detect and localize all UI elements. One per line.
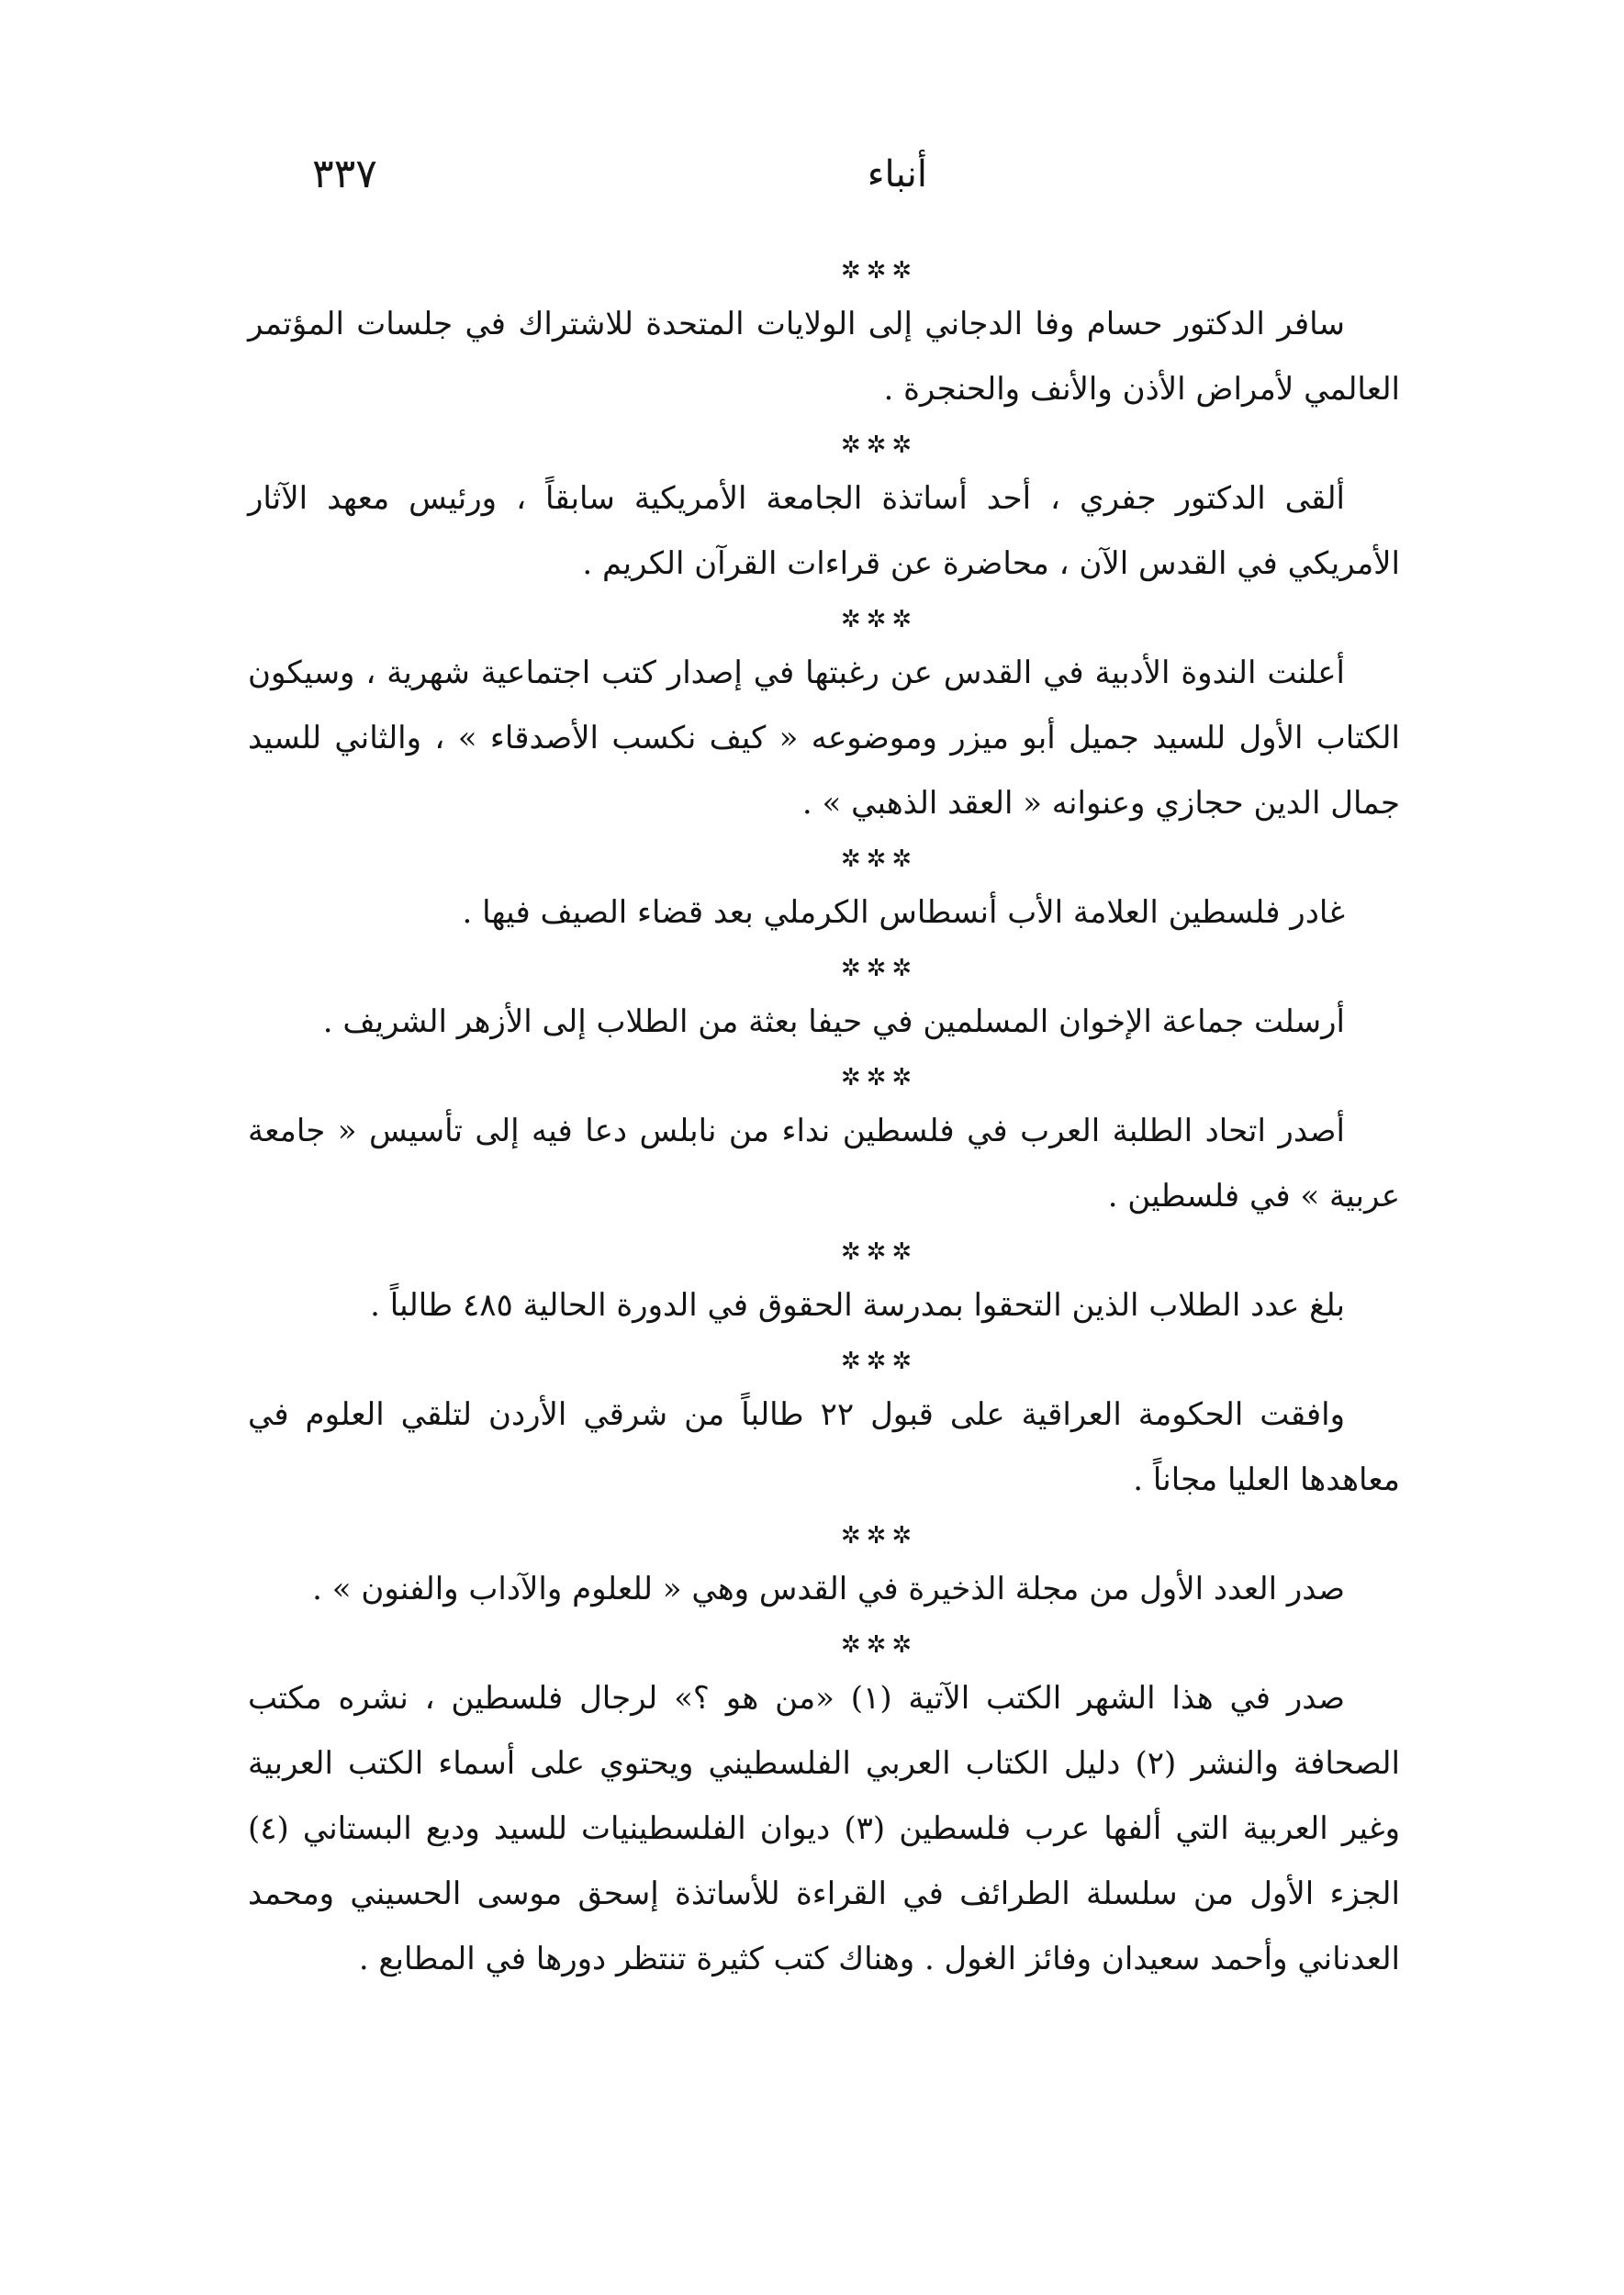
section-separator: ✲✲✲	[840, 955, 918, 982]
news-paragraph: أرسلت جماعة الإخوان المسلمين في حيفا بعثة من الطلاب إلى الأزهر الشريف .	[322, 1003, 1345, 1040]
news-item	[248, 1520, 1400, 1622]
news-paragraph: بلغ عدد الطلاب الذين التحقوا بمدرسة الحقوق في الدورة الحالية ٤٨٥ طالباً .	[370, 1287, 1345, 1324]
news-paragraph: أصدر اتحاد الطلبة العرب في فلسطين نداء من نابلس دعا فيه إلى تأسيس « جامعة عربية » في فلسطين .	[248, 1113, 1400, 1215]
running-title: أنباء	[867, 153, 927, 196]
news-item	[248, 953, 1400, 1055]
news-paragraph: سافر الدكتور حسام وفا الدجاني إلى الولايات المتحدة للاشتراك في جلسات المؤتمر العالمي لأمراض الأذن والأنف والحنجرة .	[248, 306, 1400, 408]
news-item	[248, 844, 1400, 946]
section-separator: ✲✲✲	[840, 606, 918, 633]
news-paragraph: ألقى الدكتور جفري ، أحد أساتذة الجامعة الأمريكية سابقاً ، ورئيس معهد الآثار الأمريكي في القدس الآن ، محاضرة عن قراءات القرآن الكريم .	[248, 480, 1400, 582]
section-separator: ✲✲✲	[840, 1238, 918, 1266]
page-number: ٣٣٧	[312, 151, 377, 197]
news-paragraph: أعلنت الندوة الأدبية في القدس عن رغبتها في إصدار كتب اجتماعية شهرية ، وسيكون الكتاب الأول للسيد جميل أبو ميزر وموضوعه « كيف نكسب الأصدقاء » ، والثاني للسيد جمال الدين حجازي وعنوانه « العقد الذهبي » .	[248, 655, 1400, 822]
section-separator: ✲✲✲	[840, 431, 918, 459]
news-item	[248, 1629, 1400, 1992]
news-item	[248, 1237, 1400, 1338]
news-item	[248, 430, 1400, 597]
section-separator: ✲✲✲	[840, 257, 918, 285]
news-paragraph: صدر في هذا الشهر الكتب الآتية (١) «من هو ؟» لرجال فلسطين ، نشره مكتب الصحافة والنشر (٢) دليل الكتاب العربي الفلسطيني ويحتوي على أسماء الكتب العربية وغير العربية التي ألفها عرب فلسطين (٣) ديوان الفلسطينيات للسيد وديع البستاني (٤) الجزء الأول من سلسلة الطرائف في القراءة للأساتذة إسحق موسى الحسيني ومحمد العدناني وأحمد سعيدان وفائز الغول . وهناك كتب كثيرة تنتظر دورها في المطابع .	[248, 1680, 1400, 1977]
news-paragraph: صدر العدد الأول من مجلة الذخيرة في القدس وهي « للعلوم والآداب والفنون » .	[312, 1571, 1345, 1607]
news-paragraph: وافقت الحكومة العراقية على قبول ٢٢ طالباً من شرقي الأردن لتلقي العلوم في معاهدها العليا مجاناً .	[248, 1396, 1400, 1498]
news-item	[248, 1062, 1400, 1229]
section-separator: ✲✲✲	[840, 1064, 918, 1092]
news-item	[248, 255, 1400, 422]
news-column	[248, 248, 1400, 1992]
news-paragraph: غادر فلسطين العلامة الأب أنسطاس الكرملي بعد قضاء الصيف فيها .	[462, 894, 1345, 931]
news-item	[248, 604, 1400, 836]
section-separator: ✲✲✲	[840, 1522, 918, 1550]
section-separator: ✲✲✲	[840, 1631, 918, 1659]
news-item	[248, 1346, 1400, 1513]
page-header	[312, 147, 1395, 211]
section-separator: ✲✲✲	[840, 845, 918, 873]
section-separator: ✲✲✲	[840, 1348, 918, 1375]
